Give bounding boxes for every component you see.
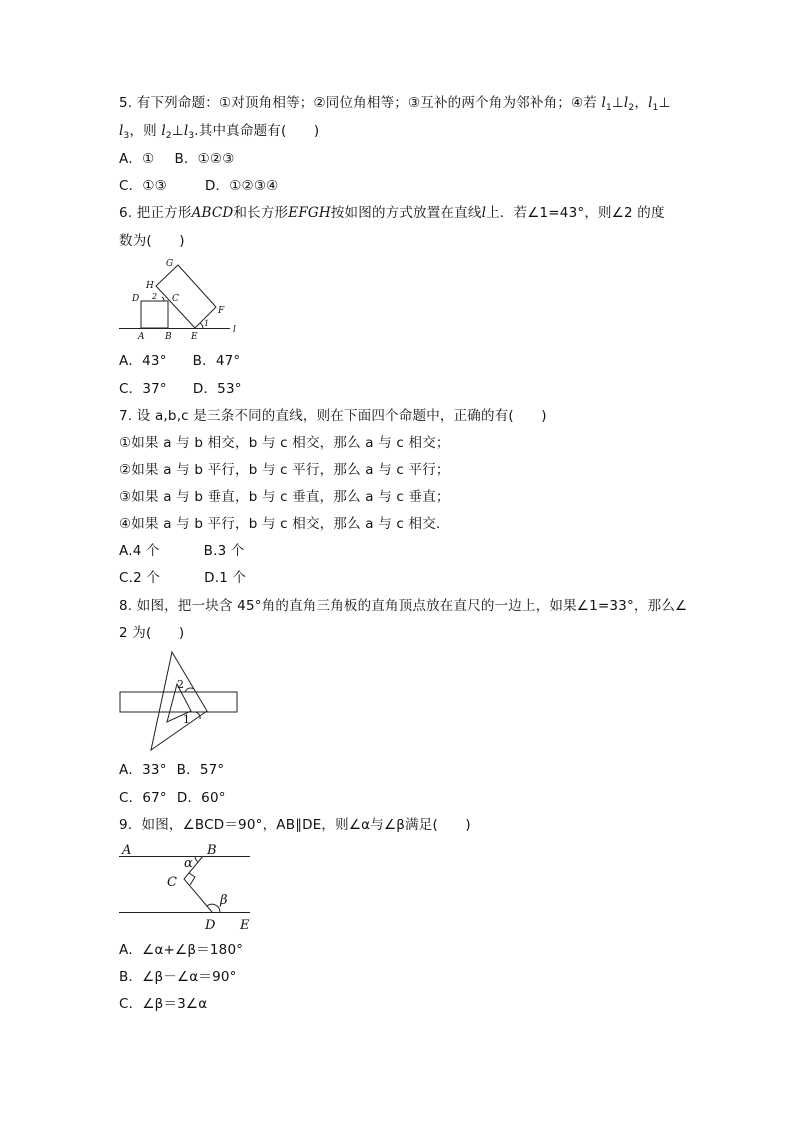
q6-label-1: 1: [204, 319, 210, 328]
q8-stem-line2: 2 为( ): [119, 625, 185, 641]
q5-stem-line1: 5. 有下列命题：①对顶角相等；②同位角相等；③互补的两个角为邻补角；④若 $l_1\perp l_2$，$l_1\perp$: [119, 95, 671, 113]
q9-label-a: A: [122, 843, 132, 858]
q8-option-a: A．33°: [119, 762, 167, 778]
q6-label-d: D: [132, 294, 140, 304]
q5-stem-text: 5. 有下列命题：①对顶角相等；②同位角相等；③互补的两个角为邻补角；④若: [119, 95, 602, 111]
q6-option-b: B．47°: [192, 353, 241, 369]
q5-option-b: B．①②③: [174, 151, 235, 167]
q5-stem-line2: $l_3$，则 $l_2\perp l_3$.其中真命题有( ): [119, 123, 320, 141]
q5-option-d: D．①②③④: [204, 178, 279, 194]
q5-options-row2: [119, 177, 278, 195]
q8-angle2-arc: [185, 688, 194, 692]
q8-triangle-outer: [151, 652, 207, 750]
q9-label-alpha: α: [184, 856, 193, 871]
q9-label-beta: β: [220, 893, 228, 908]
q9-label-e: E: [240, 918, 250, 933]
q8-option-c: C．67°: [119, 790, 167, 806]
q9-label-b: B: [207, 843, 217, 858]
q7-options-row1: [119, 542, 245, 560]
q6-label-a: A: [138, 332, 145, 342]
q8-options-row1: [119, 761, 224, 779]
q9-option-a: A．∠α+∠β＝180°: [119, 942, 244, 958]
q7-item-3: ③如果 a 与 b 垂直，b 与 c 垂直，那么 a 与 c 垂直；: [119, 489, 450, 505]
q8-ruler: [120, 692, 237, 712]
q8-stem-line1: 8. 如图，把一块含 45°角的直角三角板的直角顶点放在直尺的一边上，如果∠1=33°，那么∠: [119, 598, 688, 614]
q9-label-c: C: [167, 875, 177, 890]
q9-right-angle-mark: [189, 873, 195, 885]
q8-option-d: D．60°: [176, 790, 226, 806]
q6-option-c: C．37°: [119, 381, 167, 397]
q6-label-2: 2: [152, 292, 158, 301]
q6-label-f: F: [218, 306, 225, 316]
q8-figure: [118, 648, 242, 752]
q6-angle1-arc: [200, 323, 203, 328]
q7-option-d: D.1 个: [204, 570, 247, 586]
q7-options-row2: [119, 569, 246, 587]
q9-option-c: C．∠β＝3∠α: [119, 996, 208, 1012]
q6-label-g: G: [166, 259, 174, 269]
q7-option-a: A.4 个: [119, 543, 160, 559]
q9-label-d: D: [205, 918, 216, 933]
q8-label-2: 2: [177, 678, 184, 691]
q7-option-c: C.2 个: [119, 570, 161, 586]
q8-options-row2: [119, 789, 226, 807]
q6-option-d: D．53°: [192, 381, 242, 397]
q9-option-b: B．∠β－∠α＝90°: [119, 969, 237, 985]
q6-options-row2: [119, 380, 242, 398]
q8-label-1: 1: [183, 713, 190, 726]
q9-figure: [118, 838, 258, 934]
q6-label-l: l: [233, 325, 236, 335]
q5-option-c: C．①③: [119, 178, 167, 194]
q7-item-1: ①如果 a 与 b 相交，b 与 c 相交，那么 a 与 c 相交；: [119, 435, 450, 451]
q5-option-a: A．①: [119, 151, 155, 167]
q6-options-row1: [119, 352, 240, 370]
q6-label-h: H: [146, 281, 154, 291]
q7-option-b: B.3 个: [203, 543, 245, 559]
q6-stem-line1: 6. 把正方形ABCD和长方形EFGH按如图的方式放置在直线l上．若∠1=43°，则∠2 的度: [119, 205, 665, 221]
q6-option-a: A．43°: [119, 353, 167, 369]
q6-square-abcd: [141, 301, 168, 328]
q7-item-4: ④如果 a 与 b 平行，b 与 c 相交，那么 a 与 c 相交.: [119, 516, 441, 532]
q6-label-b: B: [165, 332, 172, 342]
q5-options-row1: [119, 150, 235, 168]
q6-label-c: C: [172, 294, 179, 304]
q6-angle2-arc: [162, 297, 164, 301]
q6-figure: [118, 255, 248, 345]
q8-option-b: B．57°: [176, 762, 225, 778]
q6-label-e: E: [191, 332, 198, 342]
q6-stem-line2: 数为( ): [119, 233, 185, 249]
q9-stem: 9．如图，∠BCD＝90°，AB∥DE，则∠α与∠β满足( ): [119, 817, 471, 833]
q7-item-2: ②如果 a 与 b 平行，b 与 c 平行，那么 a 与 c 平行；: [119, 462, 450, 478]
q7-stem: 7. 设 a,b,c 是三条不同的直线，则在下面四个命题中，正确的有( ): [119, 408, 547, 424]
